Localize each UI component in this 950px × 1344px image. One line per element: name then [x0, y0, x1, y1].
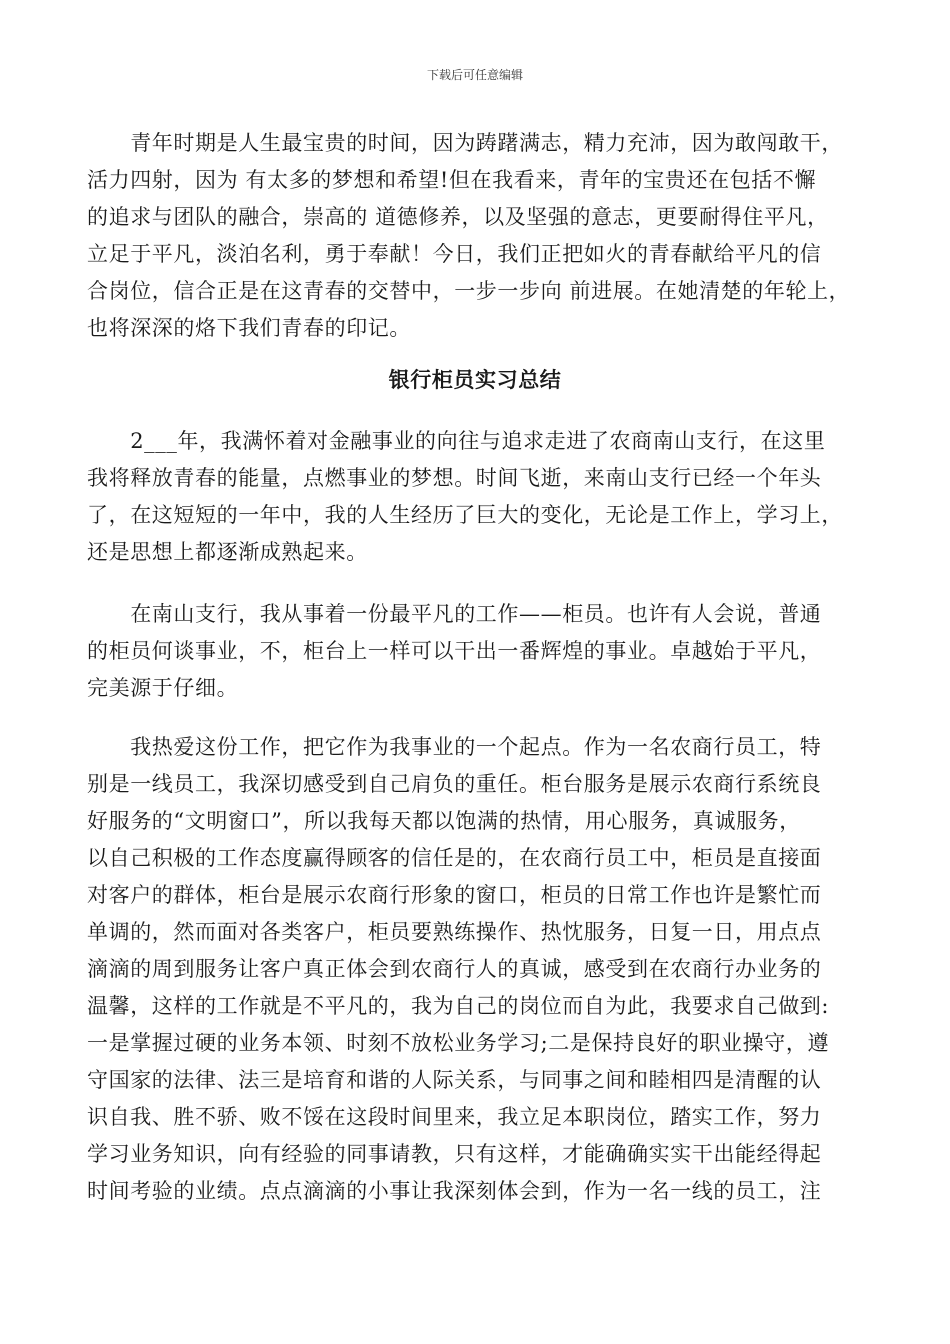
- text-line: 合岗位，信合正是在这青春的交替中，一步一步向 前进展。在她清楚的年轮上，: [87, 279, 851, 303]
- text-line: 青年时期是人生最宝贵的时间，因为踌躇满志，精力充沛，因为敢闯敢干，: [87, 131, 843, 155]
- header-note: 下载后可任意编辑: [426, 68, 523, 82]
- text-line: 时间考验的业绩。点点滴滴的小事让我深刻体会到，作为一名一线的员工，注: [87, 1179, 822, 1203]
- text-line: 对客户的群体，柜台是展示农商行形象的窗口，柜员的日常工作也许是繁忙而: [87, 883, 822, 907]
- text-line: 2___年，我满怀着对金融事业的向往与追求走进了农商南山支行，在这里: [87, 429, 826, 453]
- text-line: 以自己积极的工作态度赢得顾客的信任是的，在农商行员工中，柜员是直接面: [87, 846, 822, 870]
- text-line: 别是一线员工，我深切感受到自己肩负的重任。柜台服务是展示农商行系统良: [87, 772, 822, 796]
- text-line: 我热爱这份工作，把它作为我事业的一个起点。作为一名农商行员工，特: [87, 735, 822, 759]
- text-line: 我将释放青春的能量，点燃事业的梦想。时间飞逝，来南山支行已经一个年头: [87, 466, 822, 490]
- paragraph-2: [87, 423, 877, 571]
- text-line: 在南山支行，我从事着一份最平凡的工作——柜员。也许有人会说，普通: [87, 602, 822, 626]
- paragraph-3: [87, 596, 877, 707]
- paragraph-1: [87, 125, 877, 347]
- text-line: 识自我、胜不骄、败不馁在这段时间里来，我立足本职岗位，踏实工作，努力: [87, 1105, 822, 1129]
- text-line: 温馨，这样的工作就是不平凡的，我为自己的岗位而自为此，我要求自己做到:: [87, 994, 830, 1018]
- text-line: 的追求与团队的融合，崇高的 道德修养，以及坚强的意志，更要耐得住平凡，: [87, 205, 829, 229]
- paragraph-4: [87, 729, 877, 1210]
- text-line: 单调的，然而面对各类客户，柜员要熟练操作、热忱服务，日复一日，用点点: [87, 920, 822, 944]
- text-line: 好服务的“文明窗口”，所以我每天都以饱满的热情，用心服务，真诚服务，: [87, 809, 801, 833]
- text-line: 一是掌握过硬的业务本领、时刻不放松业务学习;二是保持良好的职业操守，遵: [87, 1031, 830, 1055]
- text-line: 还是思想上都逐渐成熟起来。: [87, 540, 368, 564]
- text-line: 学习业务知识，向有经验的同事请教，只有这样，才能确确实实干出能经得起: [87, 1142, 822, 1166]
- text-line: 的柜员何谈事业，不，柜台上一样可以干出一番辉煌的事业。卓越始于平凡，: [87, 639, 822, 663]
- text-line: 活力四射，因为 有太多的梦想和希望!但在我看来，青年的宝贵还在包括不懈: [87, 168, 817, 192]
- text-line: 滴滴的周到服务让客户真正体会到农商行人的真诚，感受到在农商行办业务的: [87, 957, 822, 981]
- text-line: 守国家的法律、法三是培育和谐的人际关系，与同事之间和睦相四是清醒的认: [87, 1068, 822, 1092]
- text-line: 了，在这短短的一年中，我的人生经历了巨大的变化，无论是工作上，学习上，: [87, 503, 843, 527]
- text-line: 也将深深的烙下我们青春的印记。: [87, 316, 411, 340]
- document-title: 银行柜员实习总结: [388, 368, 562, 392]
- text-line: 完美源于仔细。: [87, 676, 239, 700]
- text-line: 立足于平凡，淡泊名利，勇于奉献！今日，我们正把如火的青春献给平凡的信: [87, 242, 822, 266]
